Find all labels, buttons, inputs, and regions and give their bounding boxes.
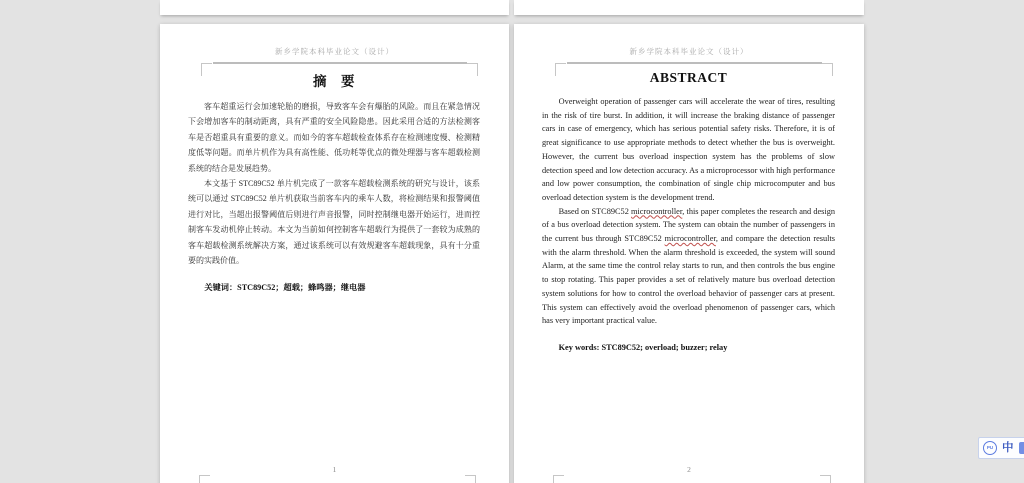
text-boundary-corner-bottom-left bbox=[199, 475, 210, 483]
page-header: 新乡学院本科毕业论文（设计） bbox=[275, 47, 394, 56]
keywords-line-en[interactable]: Key words: STC89C52; overload; buzzer; relay bbox=[558, 342, 728, 352]
previous-page-bottom-right bbox=[514, 0, 864, 15]
paragraph[interactable] bbox=[188, 99, 480, 176]
input-method-icon[interactable]: PU bbox=[983, 441, 997, 455]
abstract-body-zh[interactable] bbox=[188, 99, 480, 268]
ime-toolbar[interactable] bbox=[978, 437, 1024, 459]
abstract-title-zh: 摘 要 bbox=[313, 74, 355, 89]
paragraph[interactable] bbox=[188, 176, 480, 268]
ime-clipped-icon[interactable] bbox=[1019, 442, 1024, 454]
misspelled-word[interactable]: microcontroller bbox=[631, 206, 683, 216]
text-run[interactable]: , this paper completes the research and design of a bus overload detection system. The system can obtain the number of passengers in the current bus through STC89C52 bbox=[542, 206, 835, 244]
text-run[interactable]: 本文基于 STC89C52 单片机完成了一款客车超载检测系统的研究与设计，该系统可以通过 STC89C52 单片机获取当前客车内的乘车人数，将检测结果和报警阈值进行对比，当超出报警阈值后则进行声音报警，同时控制继电器开始运行，进而控制客车发动机停止转动。本文为当前如何控制客车超载行为提供了一套较为成熟的客车超载检测系统解决方案，通过该系统可以有效规避客车超载现象，具有十分重要的实践价值。 bbox=[188, 179, 480, 266]
paragraph[interactable] bbox=[542, 95, 835, 205]
page-number-2: 2 bbox=[687, 465, 691, 474]
keywords-line-zh[interactable]: 关键词：STC89C52；超载；蜂鸣器；继电器 bbox=[204, 283, 366, 293]
text-run[interactable]: Based on STC89C52 bbox=[558, 206, 632, 216]
text-run[interactable]: Overweight operation of passenger cars will accelerate the wear of tires, resulting in the risk of tire burst. In addition, it will increase the braking distance of passenger cars in case of emergency, which has serious potential safety risks. Therefore, it is of great significance to use appropriate methods to detect whether the bus is overweight. However, the current bus overload inspection system has the problems of slow detection speed and low detection accuracy. As a microprocessor with high performance and low power consumption, the combination of single chip microcomputer and bus overload detection system is the development trend. bbox=[542, 97, 835, 202]
abstract-title-en: ABSTRACT bbox=[649, 70, 728, 85]
ime-language-mode[interactable]: 中 bbox=[1002, 442, 1014, 454]
page-2[interactable] bbox=[514, 24, 864, 483]
header-rule bbox=[213, 62, 467, 64]
paragraph[interactable] bbox=[542, 205, 835, 328]
text-boundary-corner-bottom-left bbox=[553, 475, 564, 483]
misspelled-word[interactable]: microcontroller bbox=[664, 234, 716, 244]
text-boundary-corner-bottom-right bbox=[465, 475, 476, 483]
page-header: 新乡学院本科毕业论文（设计） bbox=[629, 47, 749, 56]
text-boundary-corner-bottom-right bbox=[820, 475, 831, 483]
text-run[interactable]: , and compare the detection results with the alarm threshold. When the alarm threshold is exceeded, the system will sound Alarm, at the same time the control relay starts to run, and then controls the bus engine to stop rotating. This paper provides a set of relatively mature bus overload detection system solutions for how to control the overload behavior of passenger cars at present. This system can effectively avoid the overload phenomenon of passenger cars, which has very important practical value. bbox=[542, 234, 835, 326]
page-1[interactable] bbox=[160, 24, 509, 483]
previous-page-bottom-left bbox=[160, 0, 509, 15]
abstract-body-en[interactable] bbox=[542, 95, 835, 328]
text-run[interactable]: 客车超重运行会加速轮胎的磨损，导致客车会有爆胎的风险。而且在紧急情况下会增加客车的制动距离，具有严重的安全风险隐患。因此采用合适的方法检测客车是否超重具有重要的意义。而如今的客车超载检查体系存在检测速度慢、检测精度低等问题。而单片机作为具有高性能、低功耗等优点的微处理器与客车超载检测系统的结合是发展趋势。 bbox=[188, 102, 480, 173]
page-number-1: 1 bbox=[332, 465, 337, 474]
header-rule bbox=[567, 62, 822, 64]
